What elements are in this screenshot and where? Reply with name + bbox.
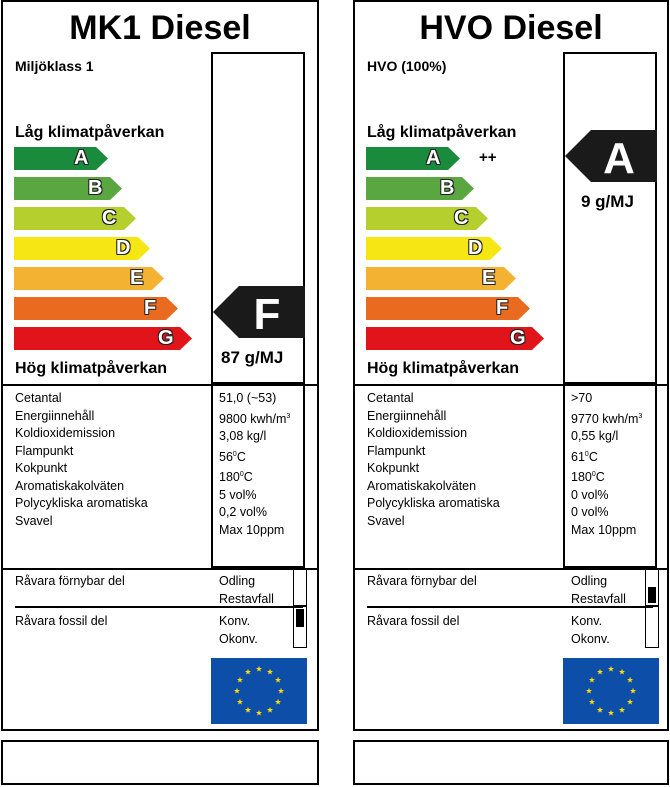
renewable-options: [571, 572, 626, 608]
property-name: Energiinnehåll: [15, 408, 95, 423]
grade-letter: G: [510, 327, 526, 349]
divider: [355, 568, 667, 570]
grade-bar-d: [14, 237, 152, 260]
plus-marks: ++: [479, 149, 497, 166]
property-name: Kokpunkt: [367, 461, 420, 475]
property-name: Koldioxidemission: [367, 426, 468, 440]
rating-letter: F: [253, 290, 281, 338]
property-names: [15, 390, 148, 530]
val-aromatic: 0 vol%: [571, 487, 609, 502]
option-konv: Konv.: [219, 614, 251, 628]
option-restavfall: Restavfall: [219, 592, 274, 606]
renewable-label: Råvara förnybar del: [15, 574, 125, 588]
grade-bar-g: [366, 327, 546, 350]
rating-letter: A: [603, 134, 635, 182]
renewable-indicator-box: [293, 568, 307, 606]
property-name: Flampunkt: [15, 443, 74, 458]
grade-bar-c: [14, 207, 138, 230]
property-values: [571, 390, 642, 539]
val-sulfur: Max 10ppm: [219, 522, 285, 537]
option-odling: Odling: [571, 574, 608, 588]
option-restavfall: Restavfall: [571, 592, 626, 606]
divider: [355, 384, 667, 386]
option-odling: Odling: [219, 574, 256, 588]
grade-letter: C: [102, 207, 117, 229]
grade-letter: B: [440, 177, 455, 199]
val-co2: 0,55 kg/l: [571, 429, 619, 444]
property-name: Polycykliska aromatiska: [367, 496, 500, 510]
property-name: Energiinnehåll: [367, 408, 447, 423]
divider: [3, 568, 317, 570]
grade-letter: B: [88, 177, 103, 199]
label-subtitle: HVO (100%): [367, 58, 447, 74]
eu-flag-icon: [563, 658, 659, 724]
label-mk1-diesel: [1, 0, 319, 731]
high-impact-label: Hög klimatpåverkan: [367, 360, 520, 377]
rating-arrow: [565, 130, 657, 182]
val-polycyclic: 0 vol%: [571, 505, 609, 520]
grade-bar-d: [366, 237, 504, 260]
renewable-options: [219, 572, 274, 608]
grade-bar-f: [366, 297, 532, 320]
property-name: Polycykliska aromatiska: [15, 496, 148, 510]
eu-flag-icon: [211, 658, 307, 724]
grade-bar-e: [14, 267, 166, 290]
grade-bar-g: [14, 327, 194, 350]
option-okonv: Okonv.: [571, 632, 610, 646]
rating-arrow: [213, 286, 305, 338]
val-energy: 9770 kwh/$m^3$: [571, 411, 643, 426]
property-name: Aromatiskakolväten: [15, 478, 125, 493]
grade-bar-a: [366, 147, 462, 170]
label-hvo-diesel: [353, 0, 669, 731]
val-co2: 3,08 kg/l: [219, 429, 267, 444]
option-okonv: Okonv.: [219, 632, 258, 646]
val-boil: $180^0C$: [219, 470, 253, 485]
property-name: Aromatiskakolväten: [367, 478, 477, 493]
renewable-label: Råvara förnybar del: [367, 574, 477, 588]
val-boil: $180^0C$: [571, 470, 605, 485]
property-name: Svavel: [15, 513, 53, 528]
low-impact-label: Låg klimatpåverkan: [367, 124, 517, 141]
property-name: Flampunkt: [367, 443, 426, 458]
val-polycyclic: 0,2 vol%: [219, 505, 267, 520]
property-name: Svavel: [367, 513, 405, 528]
fossil-fill-marker: [296, 609, 304, 627]
fossil-indicator-box: [645, 606, 659, 648]
val-sulfur: Max 10ppm: [571, 522, 637, 537]
divider: [367, 606, 653, 608]
divider: [3, 384, 317, 386]
fossil-indicator-box: [293, 606, 307, 648]
fossil-label: Råvara fossil del: [15, 614, 108, 628]
label-subtitle: Miljöklass 1: [15, 58, 94, 74]
grade-bar-a: [14, 147, 110, 170]
val-cetantal: >70: [571, 391, 593, 405]
grade-letter: C: [454, 207, 469, 229]
footer-box: [1, 740, 319, 785]
fossil-label: Råvara fossil del: [367, 614, 460, 628]
val-flash: $56^0C$: [219, 449, 246, 464]
grade-letter: G: [158, 327, 174, 349]
property-name: Kokpunkt: [15, 461, 68, 475]
grade-letter: F: [144, 297, 157, 319]
renewable-indicator-box: [645, 568, 659, 606]
property-values: [219, 390, 290, 539]
grade-letter: E: [130, 267, 144, 289]
label-title: MK1 Diesel: [69, 9, 251, 47]
footer-box: [353, 740, 669, 785]
grade-bar-c: [366, 207, 490, 230]
high-impact-label: Hög klimatpåverkan: [15, 360, 168, 377]
val-flash: $61^0C$: [571, 449, 598, 464]
fossil-options: [571, 612, 610, 648]
label-title: HVO Diesel: [419, 9, 603, 47]
grade-letter: E: [482, 267, 496, 289]
property-name: Cetantal: [15, 391, 62, 405]
rating-value: 87 g/MJ: [221, 348, 284, 367]
rating-value: 9 g/MJ: [581, 192, 634, 211]
renewable-fill-marker: [648, 587, 656, 603]
val-energy: 9800 kwh/$m^3$: [219, 411, 291, 426]
property-name: Cetantal: [367, 391, 414, 405]
grade-letter: D: [116, 237, 131, 259]
option-konv: Konv.: [571, 614, 603, 628]
grade-bar-b: [366, 177, 476, 200]
fossil-options: [219, 612, 258, 648]
val-cetantal: 51,0 (~53): [219, 391, 277, 405]
grade-bar-b: [14, 177, 124, 200]
grade-letter: D: [468, 237, 483, 259]
divider: [15, 606, 303, 608]
grade-bar-f: [14, 297, 180, 320]
grade-letter: A: [74, 147, 89, 169]
grade-letter: A: [426, 147, 441, 169]
low-impact-label: Låg klimatpåverkan: [15, 124, 165, 141]
grade-letter: F: [496, 297, 509, 319]
property-name: Koldioxidemission: [15, 426, 116, 440]
val-aromatic: 5 vol%: [219, 487, 257, 502]
grade-bar-e: [366, 267, 518, 290]
property-names: [367, 390, 500, 530]
